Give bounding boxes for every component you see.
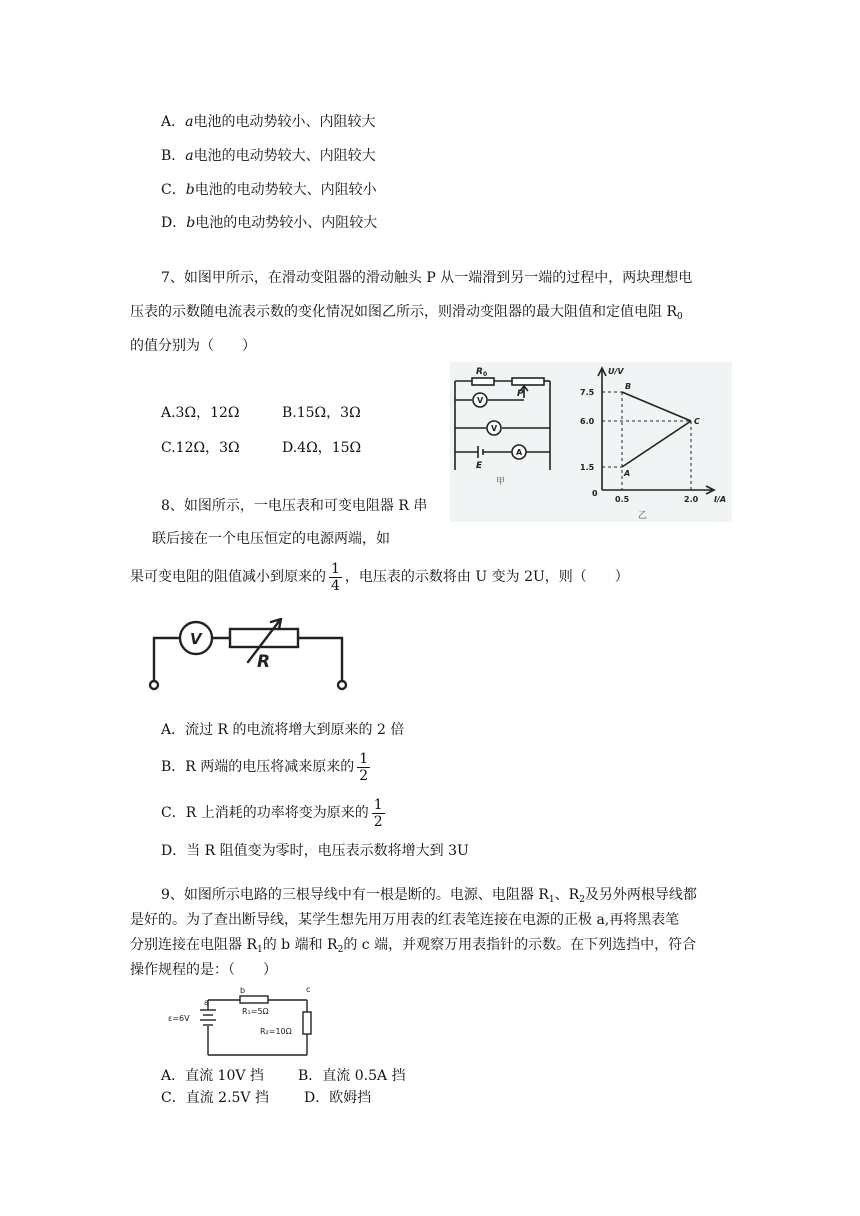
q7-origin: 0 — [592, 489, 598, 498]
q7-ytick-75: 7.5 — [580, 388, 595, 397]
q7-a-label: A — [516, 448, 523, 457]
q7-option-c: C.12Ω，3Ω — [161, 440, 240, 456]
q9-option-b: B．直流 0.5A 挡 — [298, 1068, 406, 1084]
q9-option-c: C．直流 2.5V 挡 — [161, 1090, 269, 1106]
q9-stem-line4: 操作规程的是：（ ） — [130, 962, 277, 978]
q9-node-a: a — [204, 998, 209, 1007]
q7-p-label: P — [517, 389, 524, 399]
q7-e-label: E — [476, 461, 483, 471]
q7-r0-sub: 0 — [483, 371, 488, 378]
q7-v1-label: V — [477, 396, 484, 405]
q9-stem-line1: 9、如图所示电路的三根导线中有一根是断的。电源、电阻器 $R_1$、$R_2$及另外两根导线都 — [161, 887, 697, 905]
q7-point-b: B — [625, 382, 632, 391]
q8-fraction-half-c: $\frac{1}{2}$ — [373, 796, 383, 830]
q8-circuit-figure — [140, 618, 360, 698]
q6-option-b: B．a电池的电动势较大、内阻较大 — [161, 148, 376, 164]
q8-stem-line2: 联后接在一个电压恒定的电源两端，如 — [152, 531, 390, 547]
q9-stem-line3: 分别连接在电阻器 $R_1$的 b 端和 $R_2$的 c 端，并观察万用表指针的示数。在下列选挡中，符合 — [130, 937, 697, 955]
q9-option-a: A．直流 10V 挡 — [161, 1068, 264, 1084]
q6-option-c: C．b电池的电动势较大、内阻较小 — [161, 182, 377, 198]
q7-stem-line1: 7、如图甲所示，在滑动变阻器的滑动触头 P 从一端滑到另一端的过程中，两块理想电 — [161, 270, 693, 286]
q8-stem-line1: 8、如图所示，一电压表和可变电阻器 R 串 — [161, 498, 428, 514]
q8-option-a: A．流过 R 的电流将增大到原来的 2 倍 — [161, 722, 405, 738]
q6-option-a: A．a电池的电动势较小、内阻较大 — [161, 114, 376, 130]
q9-r1-label: R₁=5Ω — [242, 1007, 269, 1016]
q7-point-c: C — [694, 417, 700, 426]
q7-figure-panel — [450, 362, 732, 522]
q8-resistor-label: R — [257, 652, 271, 672]
q7-xtick-20: 2.0 — [684, 495, 699, 504]
q7-option-a: A.3Ω，12Ω — [161, 405, 240, 421]
q7-v2-label: V — [491, 424, 498, 433]
q8-option-c: C．R 上消耗的功率将变为原来的 $\frac{1}{2}$ — [161, 796, 383, 830]
q7-ytick-15: 1.5 — [580, 463, 595, 472]
q7-caption-yi: 乙 — [638, 511, 648, 521]
q9-circuit-figure — [168, 980, 323, 1060]
q7-xlabel: I/A — [714, 495, 727, 504]
q8-fraction-half-b: $\frac{1}{2}$ — [359, 750, 369, 784]
q9-r2-label: R₂=10Ω — [260, 1027, 292, 1036]
q8-option-b: B．R 两端的电压将减来原来的 $\frac{1}{2}$ — [161, 750, 369, 784]
q7-stem-line2: 压表的示数随电流表示数的变化情况如图乙所示，则滑动变阻器的最大阻值和定值电阻 $R_0$ — [130, 304, 683, 322]
q8-voltmeter-label: V — [190, 630, 202, 648]
q9-option-d: D．欧姆挡 — [304, 1090, 372, 1106]
q9-stem-line2: 是好的。为了查出断导线，某学生想先用万用表的红表笔连接在电源的正极 a,再将黑表笔 — [130, 912, 680, 928]
q7-xtick-05: 0.5 — [615, 495, 630, 504]
q8-stem-line3: 果可变电阻的阻值减小到原来的 $\frac{1}{4}$ ，电压表的示数将由 U 变为 2U，则（ ） — [130, 560, 629, 594]
q8-option-d: D．当 R 阻值变为零时，电压表示数将增大到 3U — [161, 843, 469, 859]
q7-point-a: A — [624, 469, 631, 478]
q9-emf-label: ε=6V — [168, 1014, 190, 1023]
q9-node-b: b — [240, 986, 246, 995]
q7-caption-jia: 甲 — [496, 477, 506, 487]
q7-ylabel: U/V — [608, 367, 624, 376]
q9-node-c: c — [306, 985, 311, 994]
q7-option-d: D.4Ω，15Ω — [282, 440, 362, 456]
q7-ytick-60: 6.0 — [580, 417, 595, 426]
q8-fraction-quarter: $\frac{1}{4}$ — [331, 560, 340, 594]
q6-option-d: D．b电池的电动势较小、内阻较大 — [161, 215, 378, 231]
q7-r0-label: R — [476, 367, 483, 377]
q7-stem-line3: 的值分别为（ ） — [130, 338, 256, 354]
q7-option-b: B.15Ω，3Ω — [282, 405, 361, 421]
